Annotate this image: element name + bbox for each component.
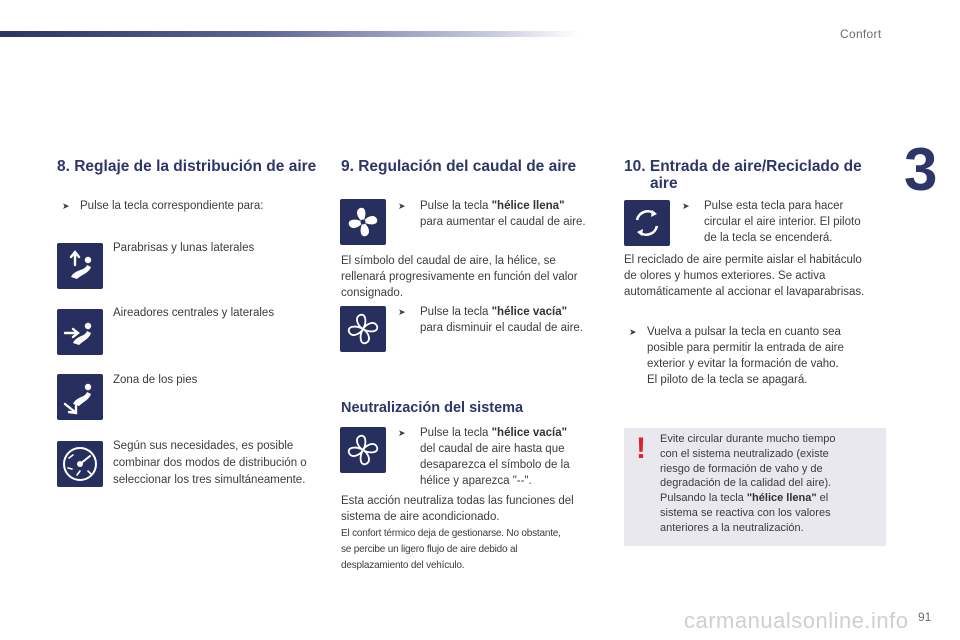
recirc-para-line-3: automáticamente al accionar el lavaparabrisas. — [624, 286, 865, 298]
recirc-step2-line-1: Vuelva a pulsar la tecla en cuanto sea — [647, 326, 841, 338]
windscreen-label: Parabrisas y lunas laterales — [113, 242, 255, 254]
warning-line: sistema se reactiva con los valores — [660, 506, 831, 519]
windscreen-airflow-icon — [57, 243, 103, 289]
fan-para-line-1: El símbolo del caudal de aire, la hélice, se — [341, 255, 556, 267]
header-gradient-bar — [0, 31, 580, 37]
neutral-para-line-1: Esta acción neutraliza todas las funciones del — [341, 495, 574, 507]
fan-empty-icon — [340, 427, 386, 473]
distribution-dial-button[interactable] — [57, 441, 103, 487]
fan-full-step: Pulse la tecla "hélice llena" — [420, 200, 565, 212]
neutralization-title: Neutralización del sistema — [341, 400, 524, 416]
recirc-para-line-2: de olores y humos exteriores. Se activa — [624, 270, 826, 282]
face-vents-label: Aireadores centrales y laterales — [113, 307, 275, 319]
footwell-airflow-icon — [57, 374, 103, 420]
recirc-step-line-1: Pulse esta tecla para hacer — [704, 200, 844, 212]
recirculation-icon — [624, 200, 670, 246]
warning-line: con el sistema neutralizado (existe — [660, 447, 829, 460]
fan-empty-neutralize-button[interactable] — [340, 427, 386, 473]
page-number: 91 — [918, 610, 932, 624]
warning-line: degradación de la calidad del aire). — [660, 477, 832, 490]
warning-line: anteriores a la neutralización. — [660, 521, 804, 534]
section-9-title: 9. Regulación del caudal de aire — [341, 158, 577, 175]
recirc-step2-line-4: El piloto de la tecla se apagará. — [647, 374, 808, 386]
watermark: carmanualsonline.info — [684, 608, 909, 633]
neutralize-step: Pulse la tecla "hélice vacía" — [420, 427, 568, 439]
combo-line-1: Según sus necesidades, es posible — [113, 440, 294, 452]
fan-empty-icon — [340, 306, 386, 352]
neutralize-step-line-3: hélice y aparezca "--". — [420, 475, 532, 487]
footwell-airflow-button[interactable] — [57, 374, 103, 420]
fan-para-line-2: rellenará progresivamente en función del valor — [341, 271, 578, 283]
fan-full-button[interactable] — [340, 199, 386, 245]
face-vents-airflow-icon — [57, 309, 103, 355]
bullet-icon: ➤ — [629, 327, 637, 337]
section-8-title: 8. Reglaje de la distribución de aire — [57, 158, 317, 175]
neutralize-step-line-2: desaparezca el símbolo de la — [420, 459, 570, 471]
warning-line: riesgo de formación de vaho y de — [660, 462, 823, 475]
warning-line: Evite circular durante mucho tiempo — [660, 433, 836, 445]
bullet-icon: ➤ — [398, 428, 406, 438]
recirc-step2-line-2: posible para permitir la entrada de aire — [647, 342, 844, 354]
comfort-note-line-1: El confort térmico deja de gestionarse. No obstante, — [341, 528, 561, 539]
recirculation-button[interactable] — [624, 200, 670, 246]
fan-para-line-3: consignado. — [341, 287, 404, 299]
fan-full-icon — [340, 199, 386, 245]
face-vents-airflow-button[interactable] — [57, 309, 103, 355]
warning-icon: ! — [636, 432, 646, 465]
section-10-title-cont: aire — [650, 175, 678, 192]
bullet-icon: ➤ — [682, 201, 690, 211]
fan-empty-step-rest: para disminuir el caudal de aire. — [420, 322, 584, 334]
recirc-step-line-2: circular el aire interior. El piloto — [704, 216, 861, 228]
section-label: Confort — [840, 27, 882, 41]
windscreen-airflow-button[interactable] — [57, 243, 103, 289]
warning-box — [624, 428, 886, 546]
col1-intro: Pulse la tecla correspondiente para: — [80, 200, 264, 212]
bullet-icon: ➤ — [62, 201, 70, 211]
recirc-step-line-3: de la tecla se encenderá. — [704, 232, 833, 244]
bullet-icon: ➤ — [398, 201, 406, 211]
warning-line: Pulsando la tecla "hélice llena" el — [660, 492, 829, 505]
fan-empty-button[interactable] — [340, 306, 386, 352]
fan-full-step-rest: para aumentar el caudal de aire. — [420, 216, 586, 228]
section-10-title: 10. Entrada de aire/Reciclado de — [624, 158, 862, 175]
footwell-label: Zona de los pies — [113, 374, 198, 386]
combo-line-3: seleccionar los tres simultáneamente. — [113, 474, 306, 486]
chapter-number: 3 — [904, 136, 938, 203]
neutral-para-line-2: sistema de aire acondicionado. — [341, 511, 500, 523]
warning-text — [660, 432, 870, 536]
combo-line-2: combinar dos modos de distribución o — [113, 457, 307, 469]
comfort-note-line-3: desplazamiento del vehículo. — [341, 560, 465, 571]
distribution-dial-icon — [57, 441, 103, 487]
recirc-step2-line-3: exterior y evitar la formación de vaho. — [647, 358, 839, 370]
recirc-para-line-1: El reciclado de aire permite aislar el habitáculo — [624, 254, 862, 266]
comfort-note-line-2: se percibe un ligero flujo de aire debido al — [341, 544, 518, 555]
bullet-icon: ➤ — [398, 307, 406, 317]
neutralize-step-line-1: del caudal de aire hasta que — [420, 443, 565, 455]
fan-empty-step: Pulse la tecla "hélice vacía" — [420, 306, 568, 318]
